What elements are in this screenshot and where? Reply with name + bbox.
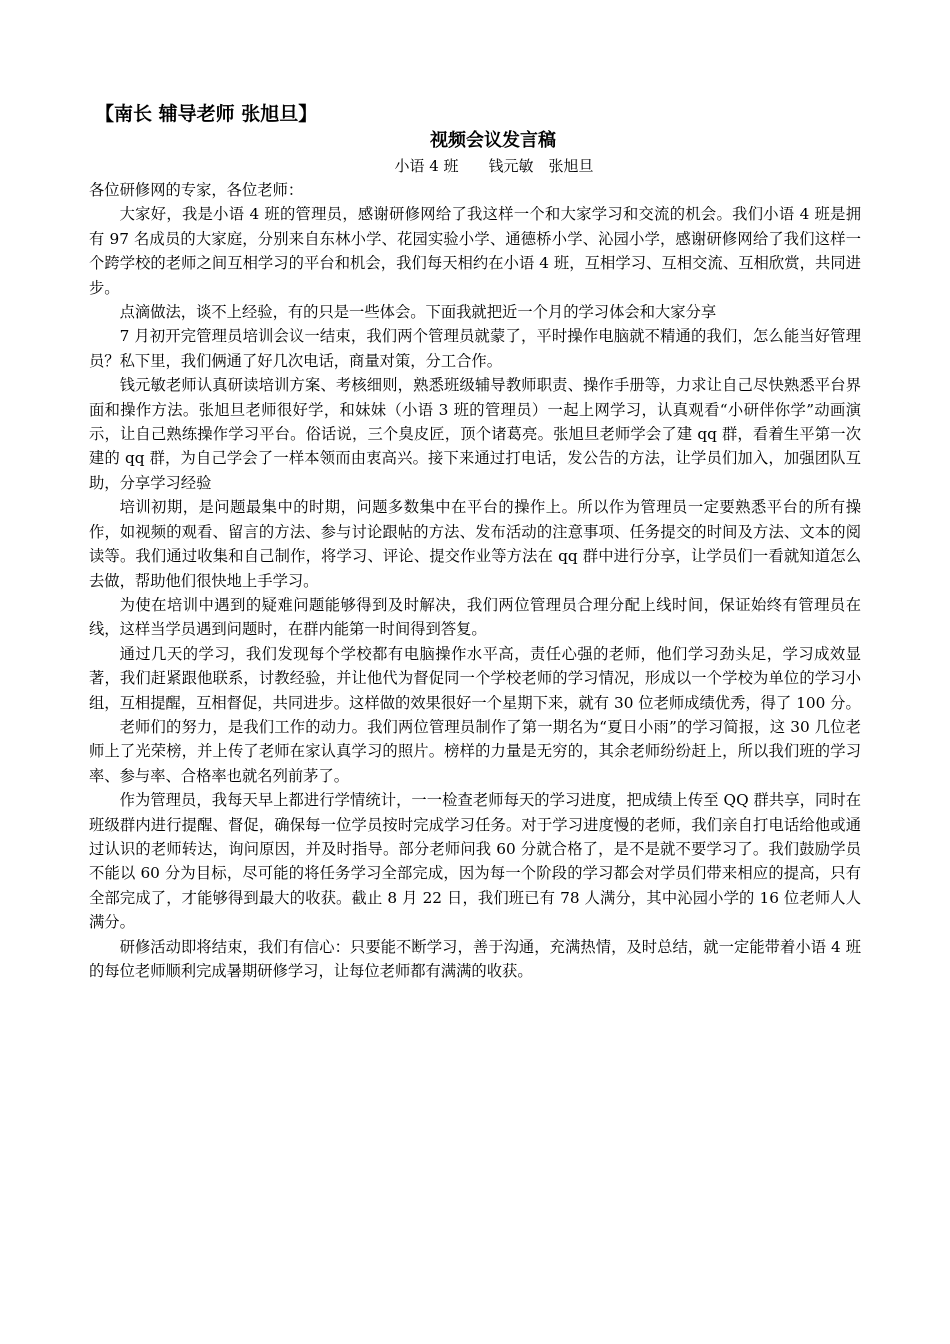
document-body — [89, 178, 861, 983]
document-page — [89, 100, 861, 983]
paragraph-8: 老师们的努力，是我们工作的动力。我们两位管理员制作了第一期名为“夏日小雨”的学习简报，这 30 几位老师上了光荣榜，并上传了老师在家认真学习的照片。榜样的力量是无穷的，其余老师纷纷赶上，所以我们班的学习率、参与率、合格率也就名列前茅了。 — [89, 717, 861, 785]
paragraph-9: 作为管理员，我每天早上都进行学情统计，一一检查老师每天的学习进度，把成绩上传至 QQ 群共享，同时在班级群内进行提醒、督促，确保每一位学员按时完成学习任务。对于学习进度慢的老师，我们亲自打电话给他或通过认识的老师转达，询问原因，并及时指导。部分老师问我 60 分就合格了，是不是就不要学习了。我们鼓励学员不能以 60 分为目标，尽可能的将任务学习全部完成，因为每一个阶段的学习都会对学员们带来相应的提高，只有全部完成了，才能够得到最大的收获。截止 8 月 22 日，我们班已有 78 人满分，其中沁园小学的 16 位老师人人满分。 — [89, 791, 861, 932]
paragraph-2: 点滴做法，谈不上经验，有的只是一些体会。下面我就把近一个月的学习体会和大家分享 — [119, 303, 717, 322]
paragraph-10: 研修活动即将结束，我们有信心：只要能不断学习，善于沟通，充满热情，及时总结，就一定能带着小语 4 班的每位老师顺利完成暑期研修学习，让每位老师都有满满的收获。 — [89, 937, 861, 980]
salutation: 各位研修网的专家，各位老师： — [89, 181, 304, 199]
header-tag: 【南长 辅导老师 张旭旦】 — [95, 103, 318, 125]
paragraph-5: 培训初期，是问题最集中的时期，问题多数集中在平台的操作上。所以作为管理员一定要熟悉平台的所有操作，如视频的观看、留言的方法、参与讨论跟帖的方法、发布活动的注意事项、任务提交的时间及方法、文本的阅读等。我们通过收集和自己制作，将学习、评论、提交作业等方法在 qq 群中进行分享，让学员们一看就知道怎么去做，帮助他们很快地上手学习。 — [89, 498, 861, 590]
paragraph-3: 7 月初开完管理员培训会议一结束，我们两个管理员就蒙了，平时操作电脑就不精通的我们，怎么能当好管理员？私下里，我们俩通了好几次电话，商量对策，分工合作。 — [89, 327, 861, 370]
document-title: 视频会议发言稿 — [430, 130, 556, 151]
paragraph-6: 为使在培训中遇到的疑难问题能够得到及时解决，我们两位管理员合理分配上线时间，保证始终有管理员在线，这样当学员遇到问题时，在群内能第一时间得到答复。 — [89, 595, 861, 639]
document-byline: 小语 4 班 钱元敏 张旭旦 — [394, 157, 594, 175]
paragraph-1: 大家好，我是小语 4 班的管理员，感谢研修网给了我这样一个和大家学习和交流的机会。我们小语 4 班是拥有 97 名成员的大家庭，分别来自东林小学、花园实验小学、通德桥小学、沁园小学，感谢研修网给了我们这样一个跨学校的老师之间互相学习的平台和机会，我们每天相约在小语 4 班，互相学习、互相交流、互相欣赏，共同进步。 — [89, 205, 861, 297]
paragraph-4: 钱元敏老师认真研读培训方案、考核细则，熟悉班级辅导教师职责、操作手册等，力求让自己尽快熟悉平台界面和操作方法。张旭旦老师很好学，和妹妹（小语 3 班的管理员）一起上网学习，认真观看“小研伴你学”动画演示，让自己熟练操作学习平台。俗话说，三个臭皮匠，顶个诸葛亮。张旭旦老师学会了建 qq 群，看着生平第一次建的 qq 群，为自己学会了一样本领而由衷高兴。接下来通过打电话，发公告的方法，让学员们加入，加强团队互助，分享学习经验 — [89, 376, 861, 492]
paragraph-7: 通过几天的学习，我们发现每个学校都有电脑操作水平高，责任心强的老师，他们学习劲头足，学习成效显著，我们赶紧跟他联系，讨教经验，并让他代为督促同一个学校老师的学习情况，形成以一个学校为单位的学习小组，互相提醒，互相督促，共同进步。这样做的效果很好一个星期下来，就有 30 位老师成绩优秀，得了 100 分。 — [89, 644, 861, 712]
